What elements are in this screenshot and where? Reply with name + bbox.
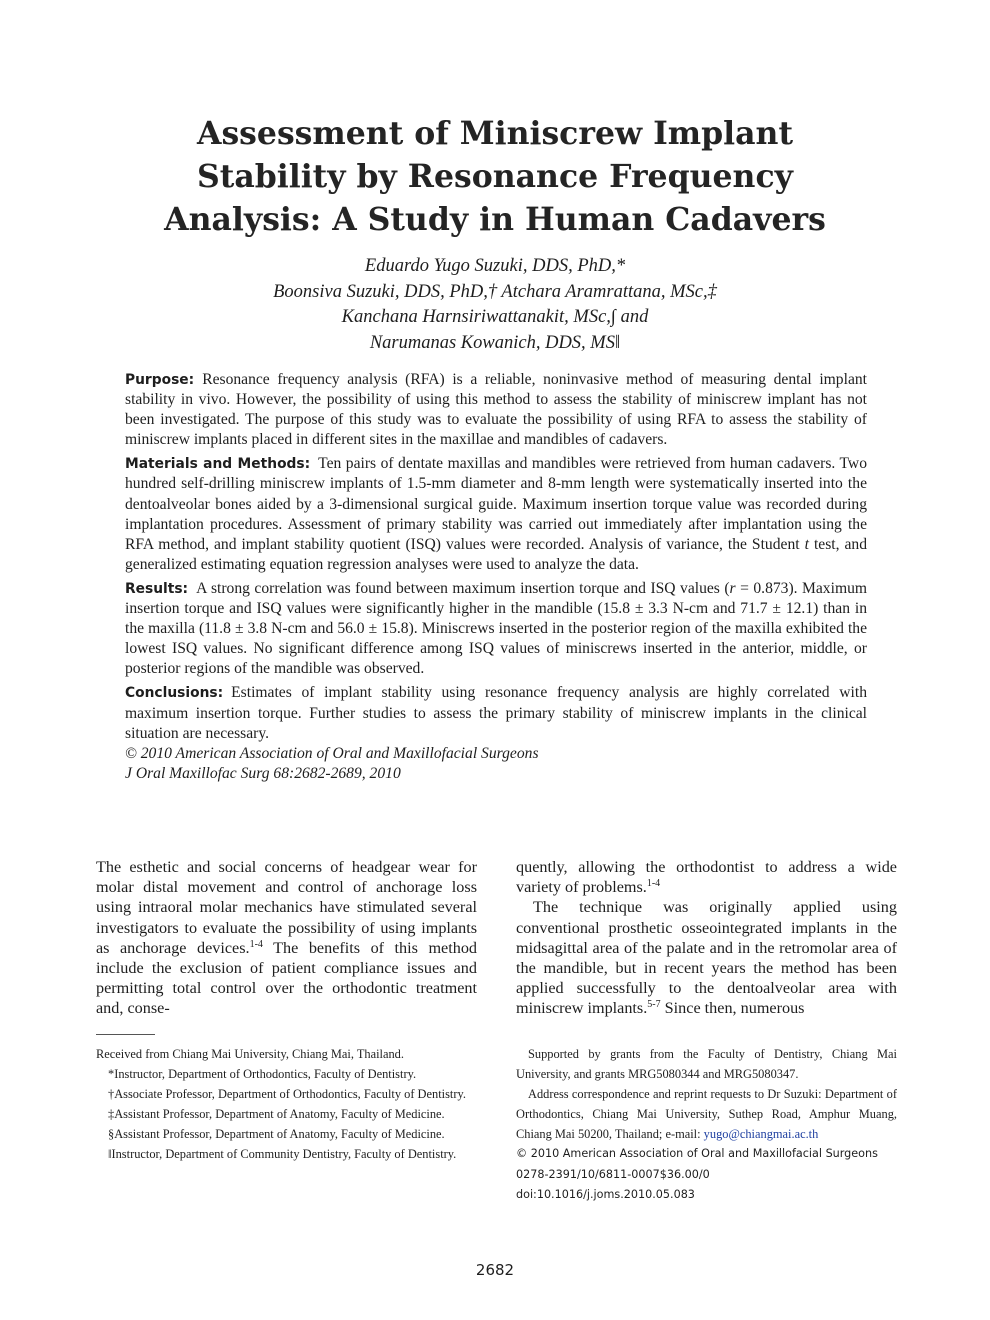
article-title [120,112,870,241]
author-list [120,254,870,356]
abstract-text: Estimates of implant stability using resonance frequency analysis are highly correlated with maximum insertion torque. Further studies to assess the primary stability of miniscrew implants in the clinical situation are necessary. [125,684,867,742]
abstract-methods [125,454,867,575]
correspondence-text: Address correspondence and reprint requests to Dr Suzuki: Department of Orthodontics, Chiang Mai University, Suthep Road, Amphur Muang, Chiang Mai 50200, Thailand; e-mail: [516,1087,897,1142]
doi[interactable]: doi:10.1016/j.joms.2010.05.083 [516,1187,695,1201]
abstract-results [125,579,867,679]
reference-link[interactable]: 5-7 [647,999,661,1011]
author-line: Boonsiva Suzuki, DDS, PhD,† Atchara Aramrattana, MSc,‡ [273,281,717,302]
footnote: ‖Instructor, Department of Community Dentistry, Faculty of Dentistry. [108,1147,457,1162]
author-line: Kanchana Harnsiriwattanakit, MSc,∫ and [341,307,649,327]
issn: 0278-2391/10/6811-0007$36.00/0 [516,1167,710,1181]
journal-citation: J Oral Maxillofac Surg 68:2682-2689, 2010 [125,764,401,782]
title-line: Stability by Resonance Frequency [197,158,793,195]
abstract-purpose [125,370,867,450]
body-column-left [96,857,477,1019]
body-text: Since then, numerous [660,999,805,1018]
abstract-label: Results: [125,580,189,597]
funding-note: Supported by grants from the Faculty of Dentistry, Chiang Mai University, and grants MRG5080344 and MRG5080347. [516,1047,897,1082]
body-paragraph [96,857,477,1019]
footnote: *Instructor, Department of Orthodontics, Faculty of Dentistry. [108,1067,417,1082]
body-text: quently, allowing the orthodontist to address a wide variety of problems. [516,858,897,897]
body-paragraph [516,857,897,897]
reference-link[interactable]: 1-4 [249,938,263,950]
abstract-text: = 0.873). Maximum insertion torque and ISQ values were significantly higher in the mandible (15.8 ± 3.3 N-cm and 71.7 ± 12.1) than in the maxilla (11.8 ± 3.8 N-cm and 56.0 ± 15.8). Miniscrews inserted in the posterior region of the maxilla exhibited the lowest ISQ values. No significant difference among ISQ values of miniscrews inserted in the anterior, middle, or posterior regions of the mandible was observed. [125,579,867,678]
abstract-italic: t [804,535,809,553]
abstract-text: Resonance frequency analysis (RFA) is a reliable, noninvasive method of measuring dental implant stability in vivo. However, the possibility of using this method to assess the stability of miniscrew implant has not been investigated. The purpose of this study was to evaluate the possibility of using RFA to assess the stability of miniscrew implants placed in different sites in the maxillae and mandibles of cadavers. [125,371,867,449]
footnote-divider [96,1034,155,1035]
body-text: The benefits of this method include the exclusion of patient compliance issues and permitting total control over the orthodontic treatment and, conse- [96,938,478,1018]
abstract-text: Ten pairs of dentate maxillas and mandibles were retrieved from human cadavers. Two hundred self-drilling miniscrew implants of 1.5-mm diameter and 8-mm length were systematically inserted into the dentoalveolar bones aided by a 3-dimensional surgical guide. Maximum insertion torque value was recorded during implantation procedures. Assessment of primary stability was carried out immediately after implantation using the RFA method, and implant stability quotient (ISQ) values were recorded. Analysis of variance, the Student [125,455,867,553]
footnote: §Assistant Professor, Department of Anatomy, Faculty of Medicine. [108,1127,445,1142]
author-line: Narumanas Kowanich, DDS, MS‖ [369,332,621,353]
footnote: †Associate Professor, Department of Orthodontics, Faculty of Dentistry. [108,1087,466,1102]
title-line: Analysis: A Study in Human Cadavers [164,201,826,238]
footnote: ‡Assistant Professor, Department of Anatomy, Faculty of Medicine. [108,1107,445,1122]
body-column-right [516,857,897,1019]
abstract-label: Conclusions: [125,685,224,702]
email-link[interactable]: yugo@chiangmai.ac.th [703,1127,819,1142]
abstract-italic: r [729,579,736,597]
abstract-copyright: © 2010 American Association of Oral and Maxillofacial Surgeons [125,744,539,762]
title-line: Assessment of Miniscrew Implant [197,115,793,152]
footnote-copyright: © 2010 American Association of Oral and Maxillofacial Surgeons [516,1147,878,1161]
author-line: Eduardo Yugo Suzuki, DDS, PhD,* [364,256,626,276]
abstract-label: Purpose: [125,372,195,388]
page-number: 2682 [475,1261,515,1279]
abstract-text: A strong correlation was found between maximum insertion torque and ISQ values ( [196,579,730,597]
body-text: The technique was originally applied using conventional prosthetic osseointegrated implants in the midsagittal area of the palate and in the retromolar area of the mandible, but in recent years the method has been applied successfully to the dentoalveolar area with miniscrew implants. [516,898,897,1018]
abstract [125,370,867,784]
reference-link[interactable]: 1-4 [646,878,661,890]
footnote: Received from Chiang Mai University, Chiang Mai, Thailand. [96,1047,404,1061]
abstract-label: Materials and Methods: [125,456,311,473]
body-paragraph [516,897,897,1018]
correspondence-note [516,1084,897,1144]
footnotes-right [516,1044,897,1205]
body-text: The esthetic and social concerns of headgear wear for molar distal movement and control of anchorage loss using intraoral molar mechanics have stimulated several investigators to evaluate the possibility of using implants as anchorage devices. [96,858,477,957]
abstract-text: test, and generalized estimating equation regression analyses were used to analyze the data. [125,535,867,573]
footnotes-left [96,1044,477,1165]
abstract-conclusions [125,683,867,743]
